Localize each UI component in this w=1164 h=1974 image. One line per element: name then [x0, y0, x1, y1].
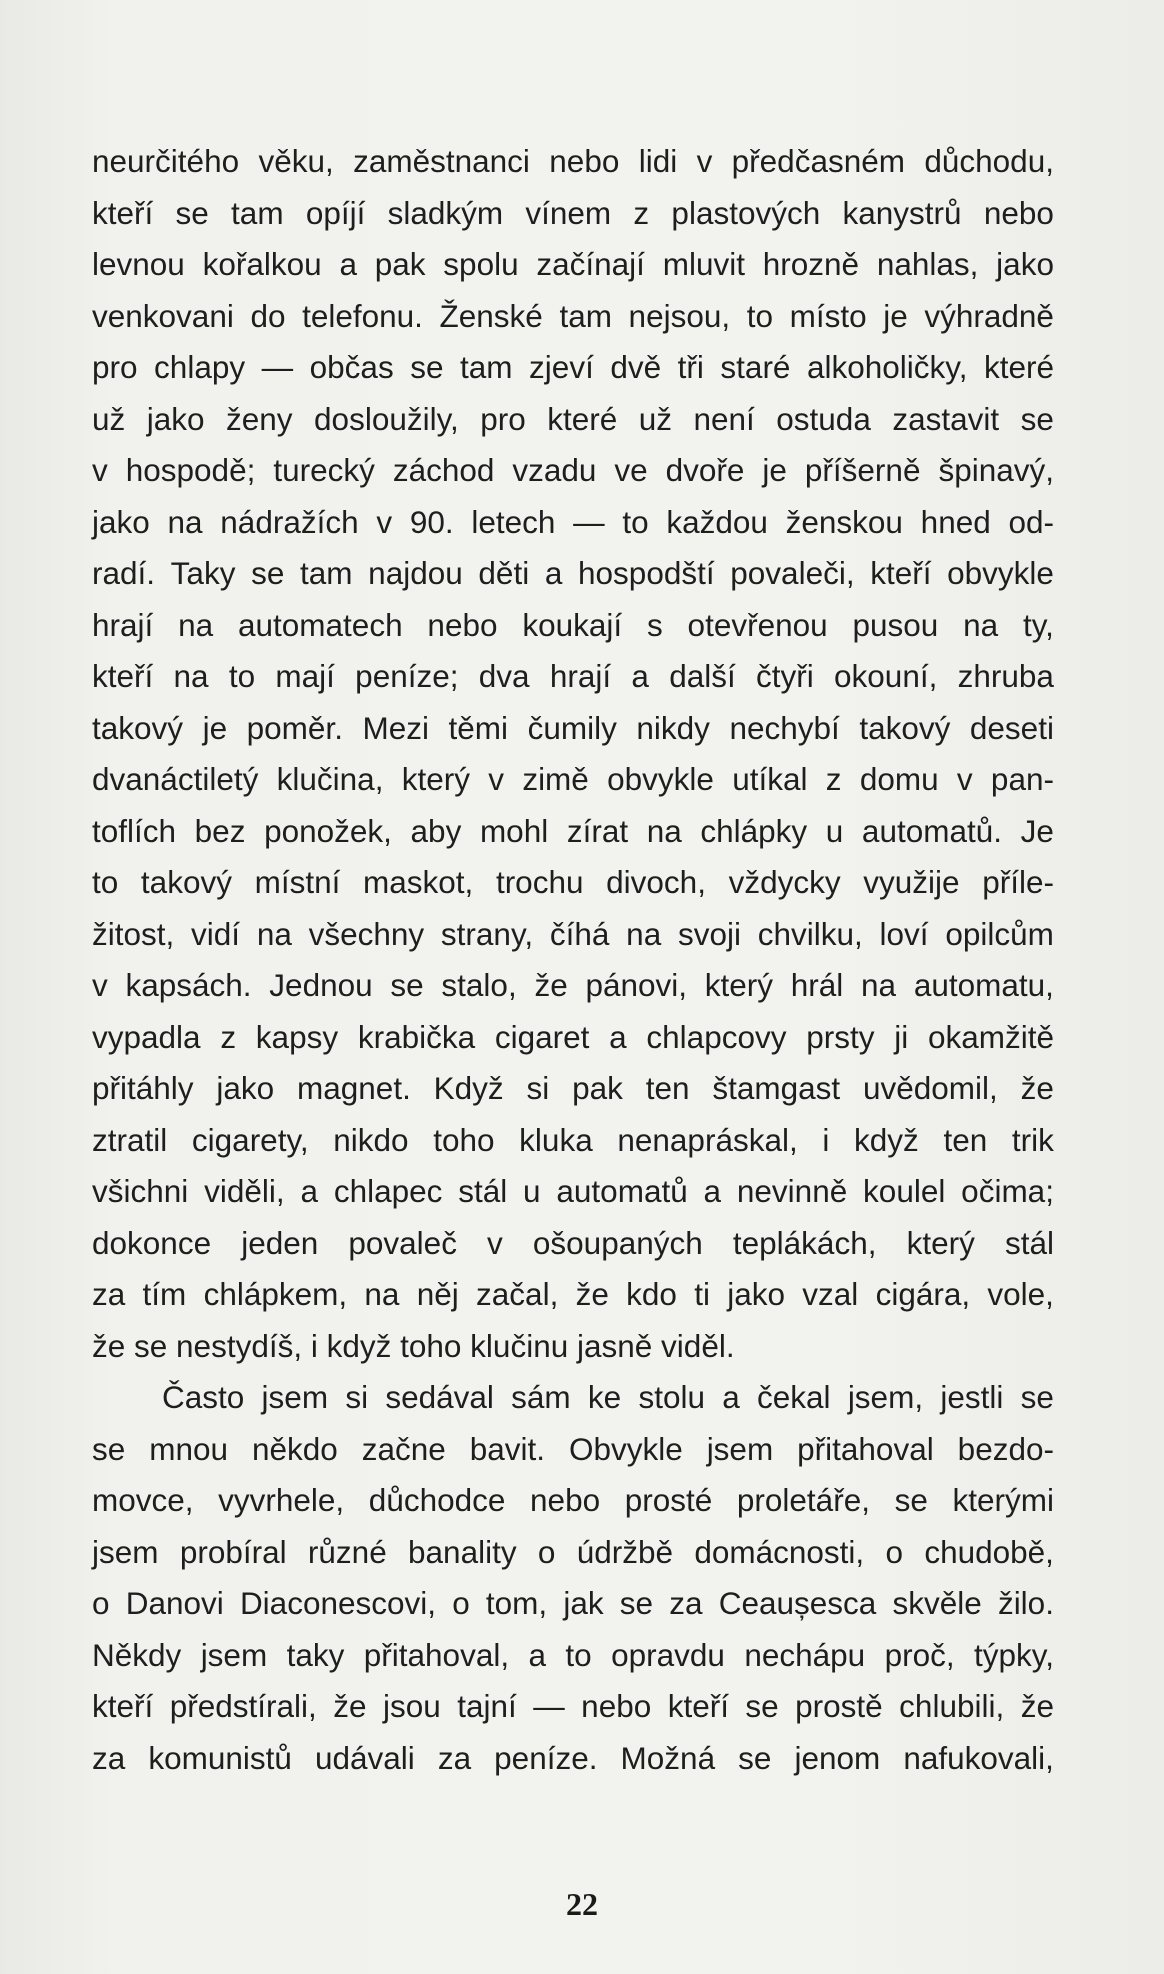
text-line: v kapsách. Jednou se stalo, že pánovi, který hrál na automatu,: [92, 967, 1054, 1003]
text-line: takový je poměr. Mezi těmi čumily nikdy nechybí takový deseti: [92, 709, 1054, 746]
text-line: movce, vyvrhele, důchodce nebo prosté proletáře, se kterými: [92, 1482, 1054, 1518]
text-line: neurčitého věku, zaměstnanci nebo lidi v předčasném důchodu,: [92, 143, 1054, 179]
body-text: [92, 136, 1054, 1784]
text-line: dokonce jeden povaleč v ošoupaných teplákách, který stál: [92, 1224, 1054, 1261]
text-line: to takový místní maskot, trochu divoch, vždycky využije příle-: [92, 864, 1054, 900]
text-line: přitáhly jako magnet. Když si pak ten štamgast uvědomil, že: [92, 1070, 1054, 1106]
text-line: kteří se tam opíjí sladkým vínem z plastových kanystrů nebo: [92, 194, 1054, 231]
text-line: kteří na to mají peníze; dva hrají a další čtyři okouní, zhruba: [92, 658, 1054, 694]
text-line: v hospodě; turecký záchod vzadu ve dvoře je příšerně špinavý,: [92, 452, 1054, 488]
text-line: dvanáctiletý klučina, který v zimě obvykle utíkal z domu v pan-: [92, 761, 1054, 797]
text-line: jako na nádražích v 90. letech — to každou ženskou hned od-: [92, 503, 1054, 540]
text-line: hrají na automatech nebo koukají s otevřenou pusou na ty,: [92, 606, 1054, 643]
text-line: venkovani do telefonu. Ženské tam nejsou, to místo je výhradně: [92, 297, 1054, 334]
text-line: všichni viděli, a chlapec stál u automatů a nevinně koulel očima;: [92, 1173, 1054, 1209]
text-line: Někdy jsem taky přitahoval, a to opravdu nechápu proč, týpky,: [92, 1636, 1054, 1673]
text-line: ztratil cigarety, nikdo toho kluka nenapráskal, i když ten trik: [92, 1121, 1054, 1158]
text-line: kteří předstírali, že jsou tajní — nebo kteří se prostě chlubili, že: [92, 1688, 1054, 1724]
text-line: jsem probíral různé banality o údržbě domácnosti, o chudobě,: [92, 1533, 1054, 1570]
text-line-paragraph-start: Často jsem si sedával sám ke stolu a čekal jsem, jestli se: [162, 1379, 1054, 1415]
text-line: radí. Taky se tam najdou děti a hospodští povaleči, kteří obvykle: [92, 555, 1054, 591]
text-line: za tím chlápkem, na něj začal, že kdo ti jako vzal cigára, vole,: [92, 1276, 1054, 1312]
text-line-paragraph-end: že se nestydíš, i když toho klučinu jasně viděl.: [92, 1327, 735, 1364]
text-line: o Danovi Diaconescovi, o tom, jak se za Ceaușesca skvěle žilo.: [92, 1585, 1054, 1621]
text-line: za komunistů udávali za peníze. Možná se jenom nafukovali,: [92, 1739, 1054, 1776]
text-line: vypadla z kapsy krabička cigaret a chlapcovy prsty ji okamžitě: [92, 1018, 1054, 1055]
text-line: levnou kořalkou a pak spolu začínají mluvit hrozně nahlas, jako: [92, 246, 1054, 282]
text-line: se mnou někdo začne bavit. Obvykle jsem přitahoval bezdo-: [92, 1430, 1054, 1467]
text-line: už jako ženy dosloužily, pro které už není ostuda zastavit se: [92, 400, 1054, 437]
text-line: žitost, vidí na všechny strany, číhá na svoji chvilku, loví opilcům: [92, 915, 1054, 952]
text-line: pro chlapy — občas se tam zjeví dvě tři staré alkoholičky, které: [92, 349, 1054, 385]
page-number: 22: [566, 1886, 598, 1922]
text-line: toflích bez ponožek, aby mohl zírat na chlápky u automatů. Je: [92, 812, 1054, 849]
